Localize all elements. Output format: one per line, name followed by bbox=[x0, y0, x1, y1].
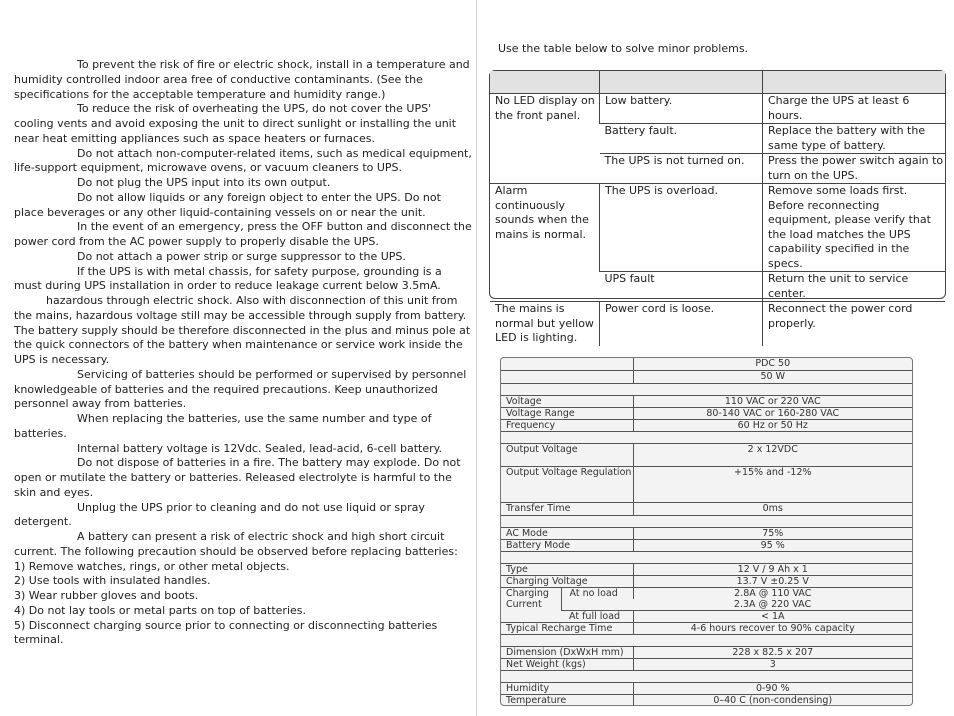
cause-cell: Battery fault. bbox=[600, 124, 763, 154]
spec-value: 0–40 C (non-condensing) bbox=[633, 695, 912, 707]
table-row bbox=[501, 564, 912, 576]
precaution-item: 1) Remove watches, rings, or other metal objects. bbox=[14, 559, 290, 573]
spec-label: Dimension (DxWxH mm) bbox=[501, 647, 633, 659]
cause-cell: The UPS is overload. bbox=[600, 184, 763, 272]
spec-sublabel: At no load bbox=[561, 588, 633, 611]
safety-paragraph: Internal battery voltage is 12Vdc. Sealed, lead-acid, 6-cell battery. bbox=[77, 441, 443, 455]
table-row bbox=[501, 647, 912, 659]
spec-label: Voltage bbox=[501, 396, 633, 408]
troubleshooting-table bbox=[489, 70, 946, 344]
section-row bbox=[501, 552, 912, 564]
table-row bbox=[501, 444, 912, 467]
spec-value: < 1A bbox=[633, 611, 912, 623]
header-cell bbox=[763, 71, 946, 94]
specifications-table bbox=[500, 357, 913, 706]
safety-instructions bbox=[14, 58, 472, 648]
cause-cell: Low battery. bbox=[600, 94, 763, 124]
solution-cell: Press the power switch again to turn on the UPS. bbox=[763, 154, 946, 184]
table-row bbox=[490, 184, 945, 272]
table-row bbox=[490, 94, 945, 124]
spec-label: Battery Mode bbox=[501, 540, 633, 552]
section-cell bbox=[501, 552, 912, 564]
table-row bbox=[501, 683, 912, 695]
spec-value: 2.3A @ 220 VAC bbox=[733, 599, 812, 610]
table-row bbox=[501, 588, 912, 600]
page-divider bbox=[476, 0, 477, 716]
safety-paragraph: Servicing of batteries should be performed or supervised by personnel knowledgeable of batteries and the required precautions. Keep unauthorized personnel away from batteries. bbox=[14, 367, 467, 411]
spec-value: 3 bbox=[633, 659, 912, 671]
table-row bbox=[501, 623, 912, 635]
table-row bbox=[501, 371, 912, 384]
cause-cell: UPS fault bbox=[600, 272, 763, 302]
label-cell bbox=[501, 371, 633, 384]
section-row bbox=[501, 432, 912, 444]
section-cell bbox=[501, 516, 912, 528]
spec-label: Output Voltage Regulation bbox=[501, 467, 633, 503]
safety-paragraph: If the UPS is with metal chassis, for safety purpose, grounding is a must during UPS installation in order to reduce leakage current below 3.5mA. bbox=[14, 264, 442, 293]
table-header-row bbox=[490, 71, 945, 94]
header-cell bbox=[600, 71, 763, 94]
safety-paragraph: To prevent the risk of fire or electric shock, install in a temperature and humidity controlled indoor area free of conductive contaminants. (See the specifications for the acceptable temperature and humidity range.) bbox=[14, 58, 470, 101]
symptom-cell: No LED display on the front panel. bbox=[490, 94, 600, 184]
spec-label: Humidity bbox=[501, 683, 633, 695]
capacity-value: 50 W bbox=[633, 371, 912, 384]
section-row bbox=[501, 671, 912, 683]
spec-label: Frequency bbox=[501, 420, 633, 432]
spec-value: 12 V / 9 Ah x 1 bbox=[633, 564, 912, 576]
label-cell bbox=[501, 358, 633, 371]
table-row bbox=[501, 576, 912, 588]
spec-label: Charging Voltage bbox=[501, 576, 633, 588]
precaution-list bbox=[14, 560, 472, 649]
model-value: PDC 50 bbox=[633, 358, 912, 371]
spec-label bbox=[501, 588, 561, 623]
safety-paragraph: A battery can present a risk of electric shock and high short circuit current. The following precaution should be observed before replacing batteries: bbox=[14, 530, 458, 558]
spec-value: 75% bbox=[633, 528, 912, 540]
spec-value: 2 x 12VDC bbox=[633, 444, 912, 467]
table-row bbox=[490, 302, 945, 346]
safety-paragraph: When replacing the batteries, use the same number and type of batteries. bbox=[14, 412, 432, 440]
spec-label: Output Voltage bbox=[501, 444, 633, 467]
section-row bbox=[501, 635, 912, 647]
spec-label: AC Mode bbox=[501, 528, 633, 540]
section-row bbox=[501, 516, 912, 528]
section-cell bbox=[501, 384, 912, 396]
solution-cell: Replace the battery with the same type of battery. bbox=[763, 124, 946, 154]
table-row bbox=[501, 408, 912, 420]
spec-label: Transfer Time bbox=[501, 503, 633, 516]
troubleshooting-intro: Use the table below to solve minor problems. bbox=[498, 42, 749, 55]
table-row bbox=[501, 358, 912, 371]
section-cell bbox=[501, 432, 912, 444]
spec-value: 13.7 V ±0.25 V bbox=[633, 576, 912, 588]
section-cell bbox=[501, 635, 912, 647]
table-row bbox=[501, 528, 912, 540]
spec-value: 60 Hz or 50 Hz bbox=[633, 420, 912, 432]
solution-cell: Return the unit to service center. bbox=[763, 272, 946, 302]
safety-paragraph: Do not attach non-computer-related items, such as medical equipment, life-support equipment, microwave ovens, or vacuum cleaners to UPS. bbox=[14, 146, 472, 175]
cause-cell: Power cord is loose. bbox=[600, 302, 763, 346]
safety-paragraph: Do not allow liquids or any foreign object to enter the UPS. Do not place beverages or any other liquid-containing vessels on or near the unit. bbox=[14, 190, 441, 219]
table-row bbox=[501, 396, 912, 408]
charging-current-label-line: Charging bbox=[506, 588, 549, 599]
safety-paragraph: Do not plug the UPS input into its own output. bbox=[77, 176, 331, 189]
spec-label: Temperature bbox=[501, 695, 633, 707]
table-row bbox=[501, 659, 912, 671]
spec-label: Net Weight (kgs) bbox=[501, 659, 633, 671]
safety-paragraph: Do not attach a power strip or surge suppressor to the UPS. bbox=[77, 249, 406, 263]
solution-cell: Charge the UPS at least 6 hours. bbox=[763, 94, 946, 124]
precaution-item: 2) Use tools with insulated handles. bbox=[14, 574, 211, 588]
spec-value: 2.8A @ 110 VAC bbox=[633, 588, 912, 600]
solution-cell: Remove some loads first. Before reconnecting equipment, please verify that the load matches the UPS capability specified in the specs. bbox=[763, 184, 946, 272]
cause-cell: The UPS is not turned on. bbox=[600, 154, 763, 184]
spec-label: Voltage Range bbox=[501, 408, 633, 420]
spec-value: 4-6 hours recover to 90% capacity bbox=[633, 623, 912, 635]
section-cell bbox=[501, 671, 912, 683]
precaution-item: 5) Disconnect charging source prior to connecting or disconnecting batteries terminal. bbox=[14, 618, 438, 647]
spec-value: 0-90 % bbox=[633, 683, 912, 695]
safety-paragraph: In the event of an emergency, press the OFF button and disconnect the power cord from the AC power supply to properly disable the UPS. bbox=[14, 220, 472, 248]
spec-value: +15% and -12% bbox=[633, 467, 912, 503]
spec-value: 95 % bbox=[633, 540, 912, 552]
spec-sublabel: At full load bbox=[561, 611, 633, 623]
spec-label: Typical Recharge Time bbox=[501, 623, 633, 635]
spec-value: 80-140 VAC or 160-280 VAC bbox=[633, 408, 912, 420]
charging-current-label-line: Current bbox=[506, 599, 542, 610]
precaution-item: 4) Do not lay tools or metal parts on top of batteries. bbox=[14, 603, 306, 617]
spec-value: 228 x 82.5 x 207 bbox=[633, 647, 912, 659]
spec-label: Type bbox=[501, 564, 633, 576]
symptom-cell: Alarm continuously sounds when the mains is normal. bbox=[490, 184, 600, 302]
section-row bbox=[501, 384, 912, 396]
spec-value: 0ms bbox=[633, 503, 912, 516]
precaution-item: 3) Wear rubber gloves and boots. bbox=[14, 589, 199, 602]
spec-value: 110 VAC or 220 VAC bbox=[633, 396, 912, 408]
safety-paragraph: Do not dispose of batteries in a fire. The battery may explode. Do not open or mutilate the battery or batteries. Released electrolyte is harmful to the skin and eyes. bbox=[14, 456, 461, 499]
table-row bbox=[501, 611, 912, 623]
table-row bbox=[501, 467, 912, 503]
symptom-cell: The mains is normal but yellow LED is lighting. bbox=[490, 302, 600, 346]
table-row bbox=[501, 420, 912, 432]
solution-cell: Reconnect the power cord properly. bbox=[763, 302, 946, 346]
safety-paragraph: hazardous through electric shock. Also with disconnection of this unit from the mains, hazardous voltage still may be accessible through supply from battery. The battery supply should be therefore disconnected in the plus and minus pole at the quick connectors of the battery when maintenance or service work inside the UPS is necessary. bbox=[14, 294, 471, 366]
safety-paragraph: Unplug the UPS prior to cleaning and do not use liquid or spray detergent. bbox=[14, 500, 425, 529]
header-cell bbox=[490, 71, 600, 94]
table-row bbox=[501, 540, 912, 552]
table-row bbox=[501, 695, 912, 707]
safety-paragraph: To reduce the risk of overheating the UPS, do not cover the UPS' cooling vents and avoid exposing the unit to direct sunlight or installing the unit near heat emitting appliances such as space heaters or furnaces. bbox=[14, 102, 457, 145]
table-row bbox=[501, 503, 912, 516]
